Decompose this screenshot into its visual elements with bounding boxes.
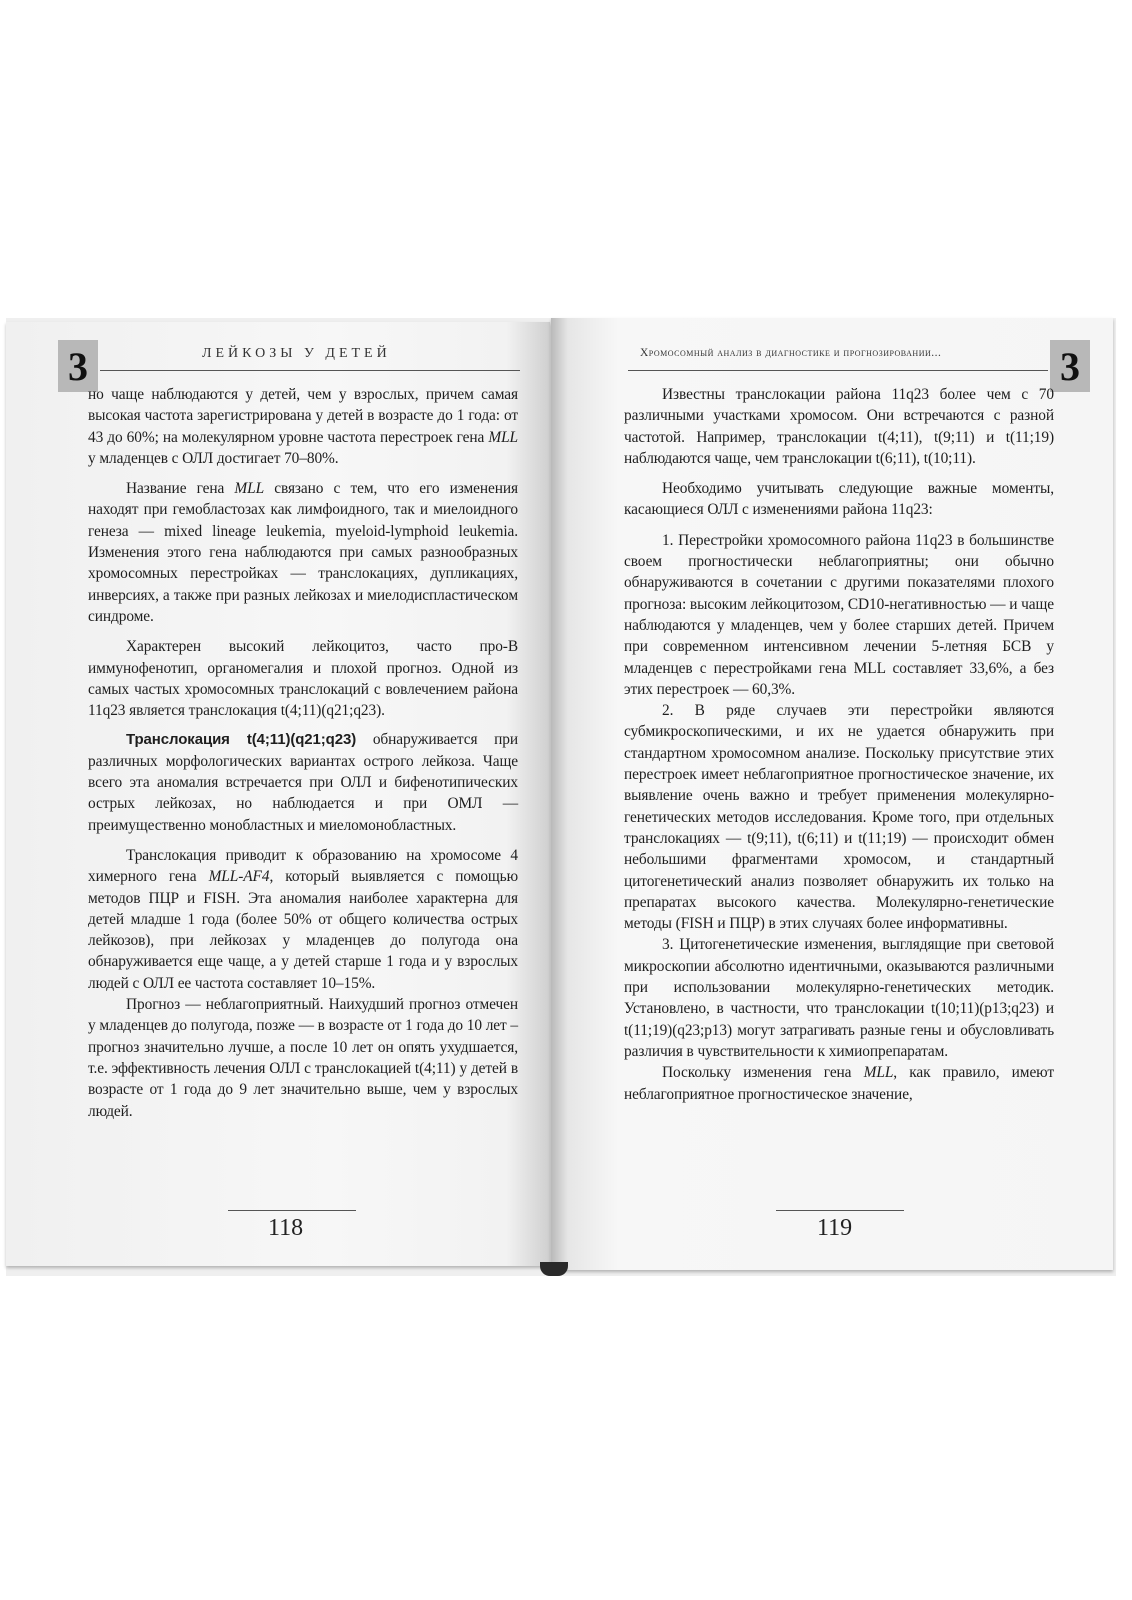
page-number-right: 119 (817, 1215, 853, 1241)
text-run: обнаруживается при различных морфологических вариантах острого лейкоза. Чаще всего эта аномалия встречается при ОЛЛ и бифенотипических острых лейкозах, но наблюдается и при ОМЛ — преимущественно монобластных и миеломонобластных. (88, 731, 518, 834)
paragraph: 3. Цитогенетические изменения, выглядящие при световой микроскопии абсолютно идентичными, оказываются различными при использовании молекулярно-генетических методик. Установлено, в частности, что транслокации t(10;11)(p13;q23) и t(11;19)(q23;p13) могут затрагивать разные гены и обусловливать различия в чувствительности к химиопрепаратам. (624, 936, 1054, 1060)
page-number-left: 118 (268, 1215, 304, 1241)
running-head-left: ЛЕЙКОЗЫ У ДЕТЕЙ (202, 346, 391, 361)
footer-rule-right (776, 1210, 904, 1211)
gene-name: MLL (234, 480, 265, 498)
right-page-text (624, 384, 1054, 1105)
chapter-number-tab-left: 3 (58, 340, 98, 392)
paragraph: Характерен высокий лейкоцитоз, часто про-В иммунофенотип, органомегалия и плохой прогноз. Одной из самых частых хромосомных транслокаций с вовлечением района 11q23 является транслокация t(4;11)(q21;q23). (88, 638, 518, 720)
text-run: Транслокация приводит к образованию на хромосоме 4 химерного гена (88, 846, 518, 886)
text-run: но чаще наблюдаются у детей, чем у взрослых, причем самая высокая частота зарегистрирована у детей в возрасте до 1 года: от 43 до 60%; на молекулярном уровне частота перестроек гена (88, 386, 518, 446)
left-page-text (88, 384, 518, 1122)
paragraph (88, 384, 518, 469)
gene-name: MLL-AF4 (208, 868, 270, 886)
header-rule-right (628, 370, 1048, 371)
text-run: , который выявляется с помощью методов ПЦР и FISH. Эта аномалия наиболее характерна для детей младше 1 года (более 50% от общего количества острых лейкозов), при лейкозах у младенцев до полугода она обнаруживается еще чаще, а у детей старше 1 года и у взрослых людей с ОЛЛ ее частота составляет 10–15%. (88, 868, 518, 992)
running-head-right: Хромосомный анализ в диагностике и прогнозировании... (640, 347, 942, 359)
paragraph: Прогноз — неблагоприятный. Наихудший прогноз отмечен у младенцев до полугода, позже — в возрасте от 1 года до 10 лет – прогноз значительно лучше, а после 10 лет он опять ухудшается, т.е. эффективность лечения ОЛЛ с транслокацией t(4;11) у детей в возрасте от 1 года до 9 лет значительно выше, чем у взрослых людей. (88, 996, 518, 1120)
paragraph (88, 478, 518, 627)
text-run: связано с тем, что его изменения находят при гемобластозах как лимфоидного, так и миелоидного генеза — mixed lineage leukemia, myeloid-lymphoid leukemia. Изменения этого гена наблюдаются при самых разнообразных хромосомных перестройках — транслокациях, дупликациях, инверсиях, а также при разных лейкозах и миелодиспластическом синдроме. (88, 480, 519, 625)
text-run: Поскольку изменения гена (662, 1064, 864, 1082)
footer-rule-left (228, 1210, 356, 1211)
paragraph (624, 1062, 1054, 1105)
paragraph (88, 729, 518, 835)
gene-name: MLL (863, 1064, 894, 1082)
paragraph: 2. В ряде случаев эти перестройки являются субмикроскопическими, и их не удается обнаружить при стандартном хромосомном анализе. Поскольку присутствие этих перестроек имеет неблагоприятное прогностическое значение, их выявление очень важно и требует применения молекулярно-генетических методов исследования. Кроме того, при отдельных транслокациях — t(9;11), t(6;11) и t(11;19) — происходит обмен небольшими фрагментами хромосом, и стандартный цитогенетический анализ позволяет обнаружить их только на препаратах высокого качества. Молекулярно-генетические методы (FISH и ПЦР) в этих случаях более информативны. (624, 702, 1054, 933)
header-rule-left (100, 370, 520, 371)
chapter-number-tab-right: 3 (1050, 340, 1090, 392)
text-run: Название гена (126, 480, 235, 498)
paragraph: 1. Перестройки хромосомного района 11q23 в большинстве своем прогностически неблагоприятны; они обычно обнаруживаются в сочетании с другими показателями плохого прогноза: высоким лейкоцитозом, CD10-негативностью — и чаще наблюдаются у младенцев, чем у более старших детей. Причем при современном интенсивном лечении 5-летняя БСВ у младенцев с перестройками гена MLL составляет 33,6%, а без этих перестроек — 60,3%. (624, 531, 1054, 698)
paragraph: Необходимо учитывать следующие важные моменты, касающиеся ОЛЛ с изменениями района 11q23: (624, 480, 1054, 519)
gene-name: MLL (488, 428, 518, 446)
paragraph: Известны транслокации района 11q23 более чем с 70 различными участками хромосом. Они встречаются с разной частотой. Например, транслокации t(4;11), t(9;11) и t(11;19) наблюдаются чаще, чем транслокации t(6;11), t(10;11). (624, 386, 1054, 467)
section-heading: Транслокация t(4;11)(q21;q23) (126, 731, 357, 749)
text-run: , как правило, имеют неблагоприятное прогностическое значение, (624, 1064, 1054, 1103)
text-run: у младенцев с ОЛЛ достигает 70–80%. (88, 449, 339, 467)
paragraph (88, 845, 518, 994)
book-spine (540, 1262, 568, 1276)
